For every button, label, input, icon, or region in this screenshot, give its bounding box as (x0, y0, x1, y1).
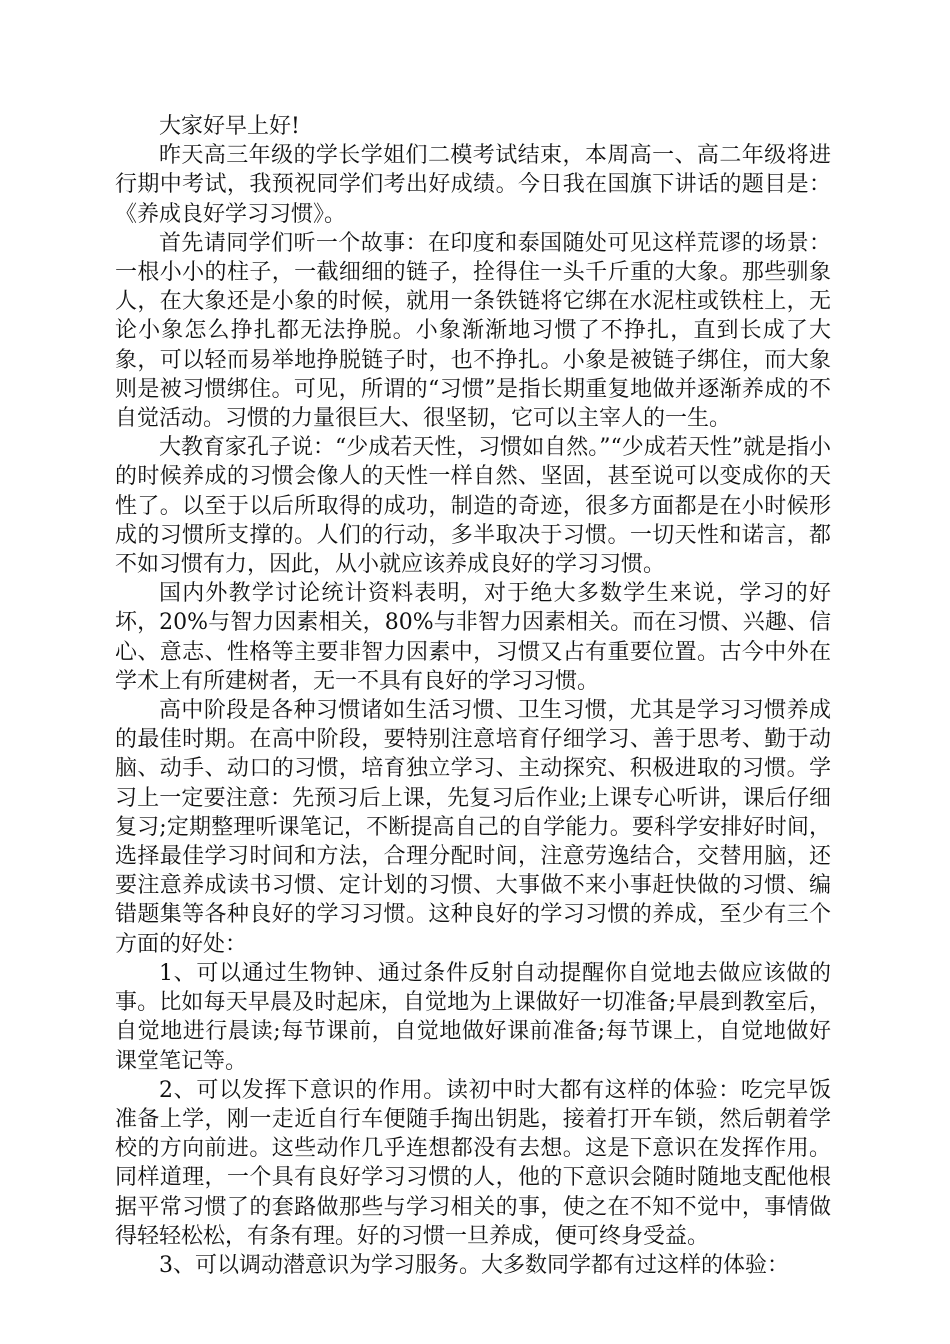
paragraph-statistics: 国内外教学讨论统计资料表明，对于绝大多数学生来说，学习的好坏，20%与智力因素相关，80%与非智力因素相关。而在习惯、兴趣、信心、意志、性格等主要非智力因素中，习惯又占有重要位置。古今中外在学术上有所建树者，无一不具有良好的学习习惯。 (115, 581, 831, 694)
paragraph-greeting: 大家好早上好! (159, 114, 300, 139)
document-body (115, 112, 831, 1280)
paragraph-benefit-2: 2、可以发挥下意识的作用。读初中时大都有这样的体验：吃完早饭准备上学，刚一走近自行车便随手掏出钥匙，接着打开车锁，然后朝着学校的方向前进。这些动作几乎连想都没有去想。这是下意识在发挥作用。同样道理，一个具有良好学习习惯的人，他的下意识会随时随地支配他根据平常习惯了的套路做那些与学习相关的事，使之在不知不觉中，事情做得轻轻松松，有条有理。好的习惯一旦养成，便可终身受益。 (115, 1077, 831, 1249)
paragraph-benefit-3: 3、可以调动潜意识为学习服务。大多数同学都有过这样的体验： (159, 1252, 789, 1278)
paragraph-elephant-story: 首先请同学们听一个故事：在印度和泰国随处可见这样荒谬的场景：一根小小的柱子，一截细细的链子，拴得住一头千斤重的大象。那些驯象人，在大象还是小象的时候，就用一条铁链将它绑在水泥柱或铁柱上，无论小象怎么挣扎都无法挣脱。小象渐渐地习惯了不挣扎，直到长成了大象，可以轻而易举地挣脱链子时，也不挣扎。小象是被链子绑住，而大象则是被习惯绑住。可见，所谓的“习惯”是指长期重复地做并逐渐养成的不自觉活动。习惯的力量很巨大、很坚韧，它可以主宰人的一生。 (115, 230, 831, 432)
paragraph-intro: 昨天高三年级的学长学姐们二模考试结束，本周高一、高二年级将进行期中考试，我预祝同学们考出好成绩。今日我在国旗下讲话的题目是：《养成良好学习习惯》。 (115, 143, 831, 227)
paragraph-benefit-1: 1、可以通过生物钟、通过条件反射自动提醒你自觉地去做应该做的事。比如每天早晨及时起床，自觉地为上课做好一切准备;早晨到教室后，自觉地进行晨读;每节课前，自觉地做好课前准备;每节课上，自觉地做好课堂笔记等。 (115, 960, 831, 1074)
paragraph-confucius: 大教育家孔子说：“少成若天性，习惯如自然。”“少成若天性”就是指小的时候养成的习惯会像人的天性一样自然、坚固，甚至说可以变成你的天性了。以至于以后所取得的成功，制造的奇迹，很多方面都是在小时候形成的习惯所支撑的。人们的行动，多半取决于习惯。一切天性和诺言，都不如习惯有力，因此，从小就应该养成良好的学习习惯。 (115, 435, 831, 578)
paragraph-high-school: 高中阶段是各种习惯诸如生活习惯、卫生习惯，尤其是学习习惯养成的最佳时期。在高中阶段，要特别注意培育仔细学习、善于思考、勤于动脑、动手、动口的习惯，培育独立学习、主动探究、积极进取的习惯。学习上一定要注意：先预习后上课，先复习后作业;上课专心听讲，课后仔细复习;定期整理听课笔记，不断提高自己的自学能力。要科学安排好时间，选择最佳学习时间和方法，合理分配时间，注意劳逸结合，交替用脑，还要注意养成读书习惯、定计划的习惯、大事做不来小事赶快做的习惯、编错题集等各种良好的学习习惯。这种良好的学习习惯的养成，至少有三个方面的好处： (115, 698, 831, 957)
